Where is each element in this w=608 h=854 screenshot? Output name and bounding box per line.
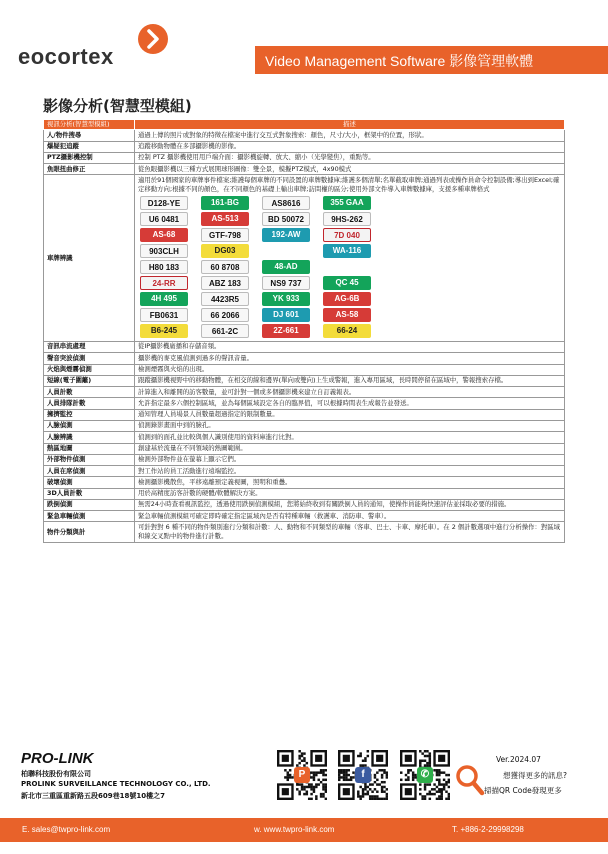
- license-plate-sample: AS-513: [201, 212, 249, 226]
- contact-email[interactable]: E. sales@twpro-link.com: [22, 825, 111, 834]
- row-description: 通知管理人員場景人員數量超過指定的限制數量。: [135, 409, 565, 420]
- header: [0, 0, 608, 95]
- row-label: 破壞偵測: [44, 477, 135, 488]
- table-row: [44, 466, 565, 477]
- license-plate-sample: DG03: [201, 244, 249, 258]
- contact-phone[interactable]: T. +886-2-29998298: [452, 825, 524, 834]
- contact-website[interactable]: w. www.twpro-link.com: [254, 825, 335, 834]
- more-info-text: 想獲得更多的訊息?: [503, 771, 567, 780]
- row-description: 無需24小時查看視訊監控，透過使用跌倒偵測模組，您將始終收到有關跌倒人員的通知，使操作員能夠快速評估並採取必要的措施。: [135, 499, 565, 510]
- license-plate-sample: 9HS-262: [323, 212, 371, 226]
- row-description: 對工作站的員工活動進行遠端監控。: [135, 466, 565, 477]
- license-plate-sample: 4H 495: [140, 292, 188, 306]
- company-address: 新北市三重區重新路五段609巷18號10樓之7: [21, 792, 165, 800]
- row-label: 聲音突波偵測: [44, 353, 135, 364]
- row-description: 跟蹤攝影機視野中的移動物體，在相交的線和邊界(單向或雙向)上生成警報，進入專用區域，長時間停留在區域中，警報搜索存檔。: [135, 375, 565, 386]
- chat-icon: ✆: [417, 767, 433, 783]
- table-row: [44, 477, 565, 488]
- row-description: 檢測煙霧與火焰的出現。: [135, 364, 565, 375]
- chat-qr-code[interactable]: [400, 750, 450, 800]
- table-row: [44, 420, 565, 431]
- license-plate-sample: FB0631: [140, 308, 188, 322]
- table-row: [44, 387, 565, 398]
- row-label: 熱區地圖: [44, 443, 135, 454]
- row-description: 追蹤移動物體在多部攝影機的影像。: [135, 141, 565, 152]
- license-plate-sample: YK 933: [262, 292, 310, 306]
- table-row: [44, 443, 565, 454]
- license-plate-sample: H80 183: [140, 260, 188, 274]
- section-title: 影像分析(智慧型模組): [43, 97, 192, 115]
- plates-group-1: [140, 196, 561, 274]
- table-row: [44, 130, 565, 141]
- plates-group-2: [140, 276, 561, 338]
- table-row: [44, 164, 565, 175]
- chevron-right-icon: [138, 24, 168, 54]
- row-label: 外部物件偵測: [44, 454, 135, 465]
- table-row: [44, 353, 565, 364]
- table-header-row: [44, 120, 565, 130]
- brand-name: eocortex: [18, 44, 114, 69]
- license-plate-sample: 66 2066: [201, 308, 249, 322]
- scan-qr-text: 掃描QR Code發現更多: [484, 786, 562, 795]
- row-description: 從魚眼攝影機以三種方式展開球形圖像：雙全景，模擬PTZ模式，4x90模式: [135, 164, 565, 175]
- facebook-qr-code[interactable]: [338, 750, 388, 800]
- row-label: 火焰與煙霧偵測: [44, 364, 135, 375]
- plate-placeholder: [262, 244, 310, 258]
- row-description: 通過上傳的照片或對象的特徵在檔案中進行交互式對象搜索：顏色，尺寸/大小，框架中的位置，形狀。: [135, 130, 565, 141]
- table-row: [44, 511, 565, 522]
- license-plate-sample: 48-AD: [262, 260, 310, 274]
- license-plate-sample: WA-116: [323, 244, 371, 258]
- license-plate-sample: DJ 601: [262, 308, 310, 322]
- row-label: 爆疑犯追蹤: [44, 141, 135, 152]
- row-description: 控制 PTZ 攝影機使用用戶端介面：攝影機旋轉、放大、縮小（光學變焦），重點等。: [135, 152, 565, 163]
- table-row: [44, 341, 565, 352]
- version-label: Ver.2024.07: [496, 755, 541, 764]
- table-row: [44, 175, 565, 342]
- title-banner: [255, 46, 608, 74]
- header-title: Video Management Software 影像管理軟體: [265, 53, 534, 69]
- license-plate-sample: D128-YE: [140, 196, 188, 210]
- row-label: 短線(電子圍籬): [44, 375, 135, 386]
- table-row: [44, 499, 565, 510]
- row-label: 緊急車輛偵測: [44, 511, 135, 522]
- column-header-description: 描述: [135, 120, 565, 130]
- row-description: 用於高精度訪客計數的硬體/軟體解決方案。: [135, 488, 565, 499]
- row-label: 人員計數: [44, 387, 135, 398]
- row-description: 緊急車輛偵測模組可確定即時確定指定區域內是否有特種車輛（救護車、消防車、警車）。: [135, 511, 565, 522]
- license-plate-sample: NS9 737: [262, 276, 310, 290]
- table-row: [44, 488, 565, 499]
- analytics-spec-table: [43, 119, 565, 543]
- line-icon: P: [294, 767, 310, 783]
- company-name-zh: 柏聯科技股份有限公司: [21, 770, 91, 778]
- license-plate-sample: AS-68: [140, 228, 188, 242]
- table-row: [44, 398, 565, 409]
- license-plate-sample: BD 50072: [262, 212, 310, 226]
- license-plate-sample: 60 8708: [201, 260, 249, 274]
- company-name-en: PROLINK SURVEILLANCE TECHNOLOGY CO., LTD.: [21, 780, 211, 788]
- footer: [0, 750, 608, 825]
- license-plate-sample: 24-RR: [140, 276, 188, 290]
- contact-bar: [0, 818, 608, 842]
- license-plate-sample: 2Z-661: [262, 324, 310, 338]
- license-plate-sample: GTF-798: [201, 228, 249, 242]
- row-label: 跌倒偵測: [44, 499, 135, 510]
- row-description: 偵測錄影畫面中到的臉孔。: [135, 420, 565, 431]
- license-plate-sample: B6-245: [140, 324, 188, 338]
- license-plate-sample: AS-58: [323, 308, 371, 322]
- table-row: [44, 375, 565, 386]
- table-row: [44, 522, 565, 543]
- row-description: 檢測攝影機散焦，平移遠離預定義視圖，照明和重疊。: [135, 477, 565, 488]
- row-label: 車牌辨識: [44, 175, 135, 342]
- row-description: 檢測外部物件並在螢幕上顯示它們。: [135, 454, 565, 465]
- row-label: 人臉偵測: [44, 420, 135, 431]
- license-plate-sample: AS8616: [262, 196, 310, 210]
- row-label: 人臉辨識: [44, 432, 135, 443]
- row-description: 允許指定最多六個控制區域，並為每個區域設定各自的臨界值，可以根據時間表生成報告並發送。: [135, 398, 565, 409]
- row-label: 人/物件搜尋: [44, 130, 135, 141]
- search-icon: [455, 764, 485, 796]
- license-plate-sample: 66-24: [323, 324, 371, 338]
- column-header-module: 視訊分析(智慧型模組): [44, 120, 135, 130]
- row-label: 音訊串流處理: [44, 341, 135, 352]
- table-row: [44, 364, 565, 375]
- row-label: PTZ攝影機控制: [44, 152, 135, 163]
- license-plate-sample: 661-2C: [201, 324, 249, 338]
- row-label: 魚眼扭曲修正: [44, 164, 135, 175]
- row-label: 物件分類與計: [44, 522, 135, 543]
- license-plate-sample: 355 GAA: [323, 196, 371, 210]
- line-qr-code[interactable]: [277, 750, 327, 800]
- license-plate-sample: 7D 040: [323, 228, 371, 242]
- prolink-logo: PRO-LINK: [21, 750, 94, 767]
- row-label: 擁擠監控: [44, 409, 135, 420]
- row-label: 人員排隊計數: [44, 398, 135, 409]
- table-row: [44, 152, 565, 163]
- row-description: 可針對對 6 種不同的物件類別進行分類和計數：人、動物和不同類型的車輛（客車、巴士、卡車、摩托車）。在 2 個計數選項中進行分析操作：對區域和線交叉點中的物件進行計數。: [135, 522, 565, 543]
- row-label: 人員在席偵測: [44, 466, 135, 477]
- row-description-plates: [135, 175, 565, 342]
- license-plate-sample: U6 0481: [140, 212, 188, 226]
- license-plate-sample: 903CLH: [140, 244, 188, 258]
- license-plate-sample: AG-6B: [323, 292, 371, 306]
- table-row: [44, 454, 565, 465]
- plate-placeholder: [323, 260, 371, 274]
- table-row: [44, 409, 565, 420]
- row-description: 偵測到的面孔並比較與個人識別使用的資料庫進行比對。: [135, 432, 565, 443]
- license-plate-sample: 4423R5: [201, 292, 249, 306]
- license-plate-sample: 161-BG: [201, 196, 249, 210]
- license-plate-sample: QC 45: [323, 276, 371, 290]
- row-description: 適用於91個國家的車牌事件檔案;維護每個車牌的不同設置的車牌數據庫;維護多個清單;名單截取車牌;通過列表或操作員命令控制設備;導出到Excel;確定移動方向;根據不同的顏色，在不同顏色的基礎上輸出車牌;訪問權的區分;使用外部文件導入車牌數據庫，支援多種車牌格式: [138, 175, 560, 194]
- table-row: [44, 141, 565, 152]
- row-label: 3D人員計數: [44, 488, 135, 499]
- table-row: [44, 432, 565, 443]
- row-description: 攝影機的麥克風偵測到過多的聲訊音量。: [135, 353, 565, 364]
- license-plate-sample: 192-AW: [262, 228, 310, 242]
- facebook-icon: f: [355, 767, 371, 783]
- row-description: 創建基於流量在不同領域的熱圖範圍。: [135, 443, 565, 454]
- row-description: 從IP攝影機廣播和存儲音頻。: [135, 341, 565, 352]
- license-plate-sample: ABZ 183: [201, 276, 249, 290]
- row-description: 計算進入和離開的訪客數量，並可針對一個或多個攝影機來建立自訂義報表。: [135, 387, 565, 398]
